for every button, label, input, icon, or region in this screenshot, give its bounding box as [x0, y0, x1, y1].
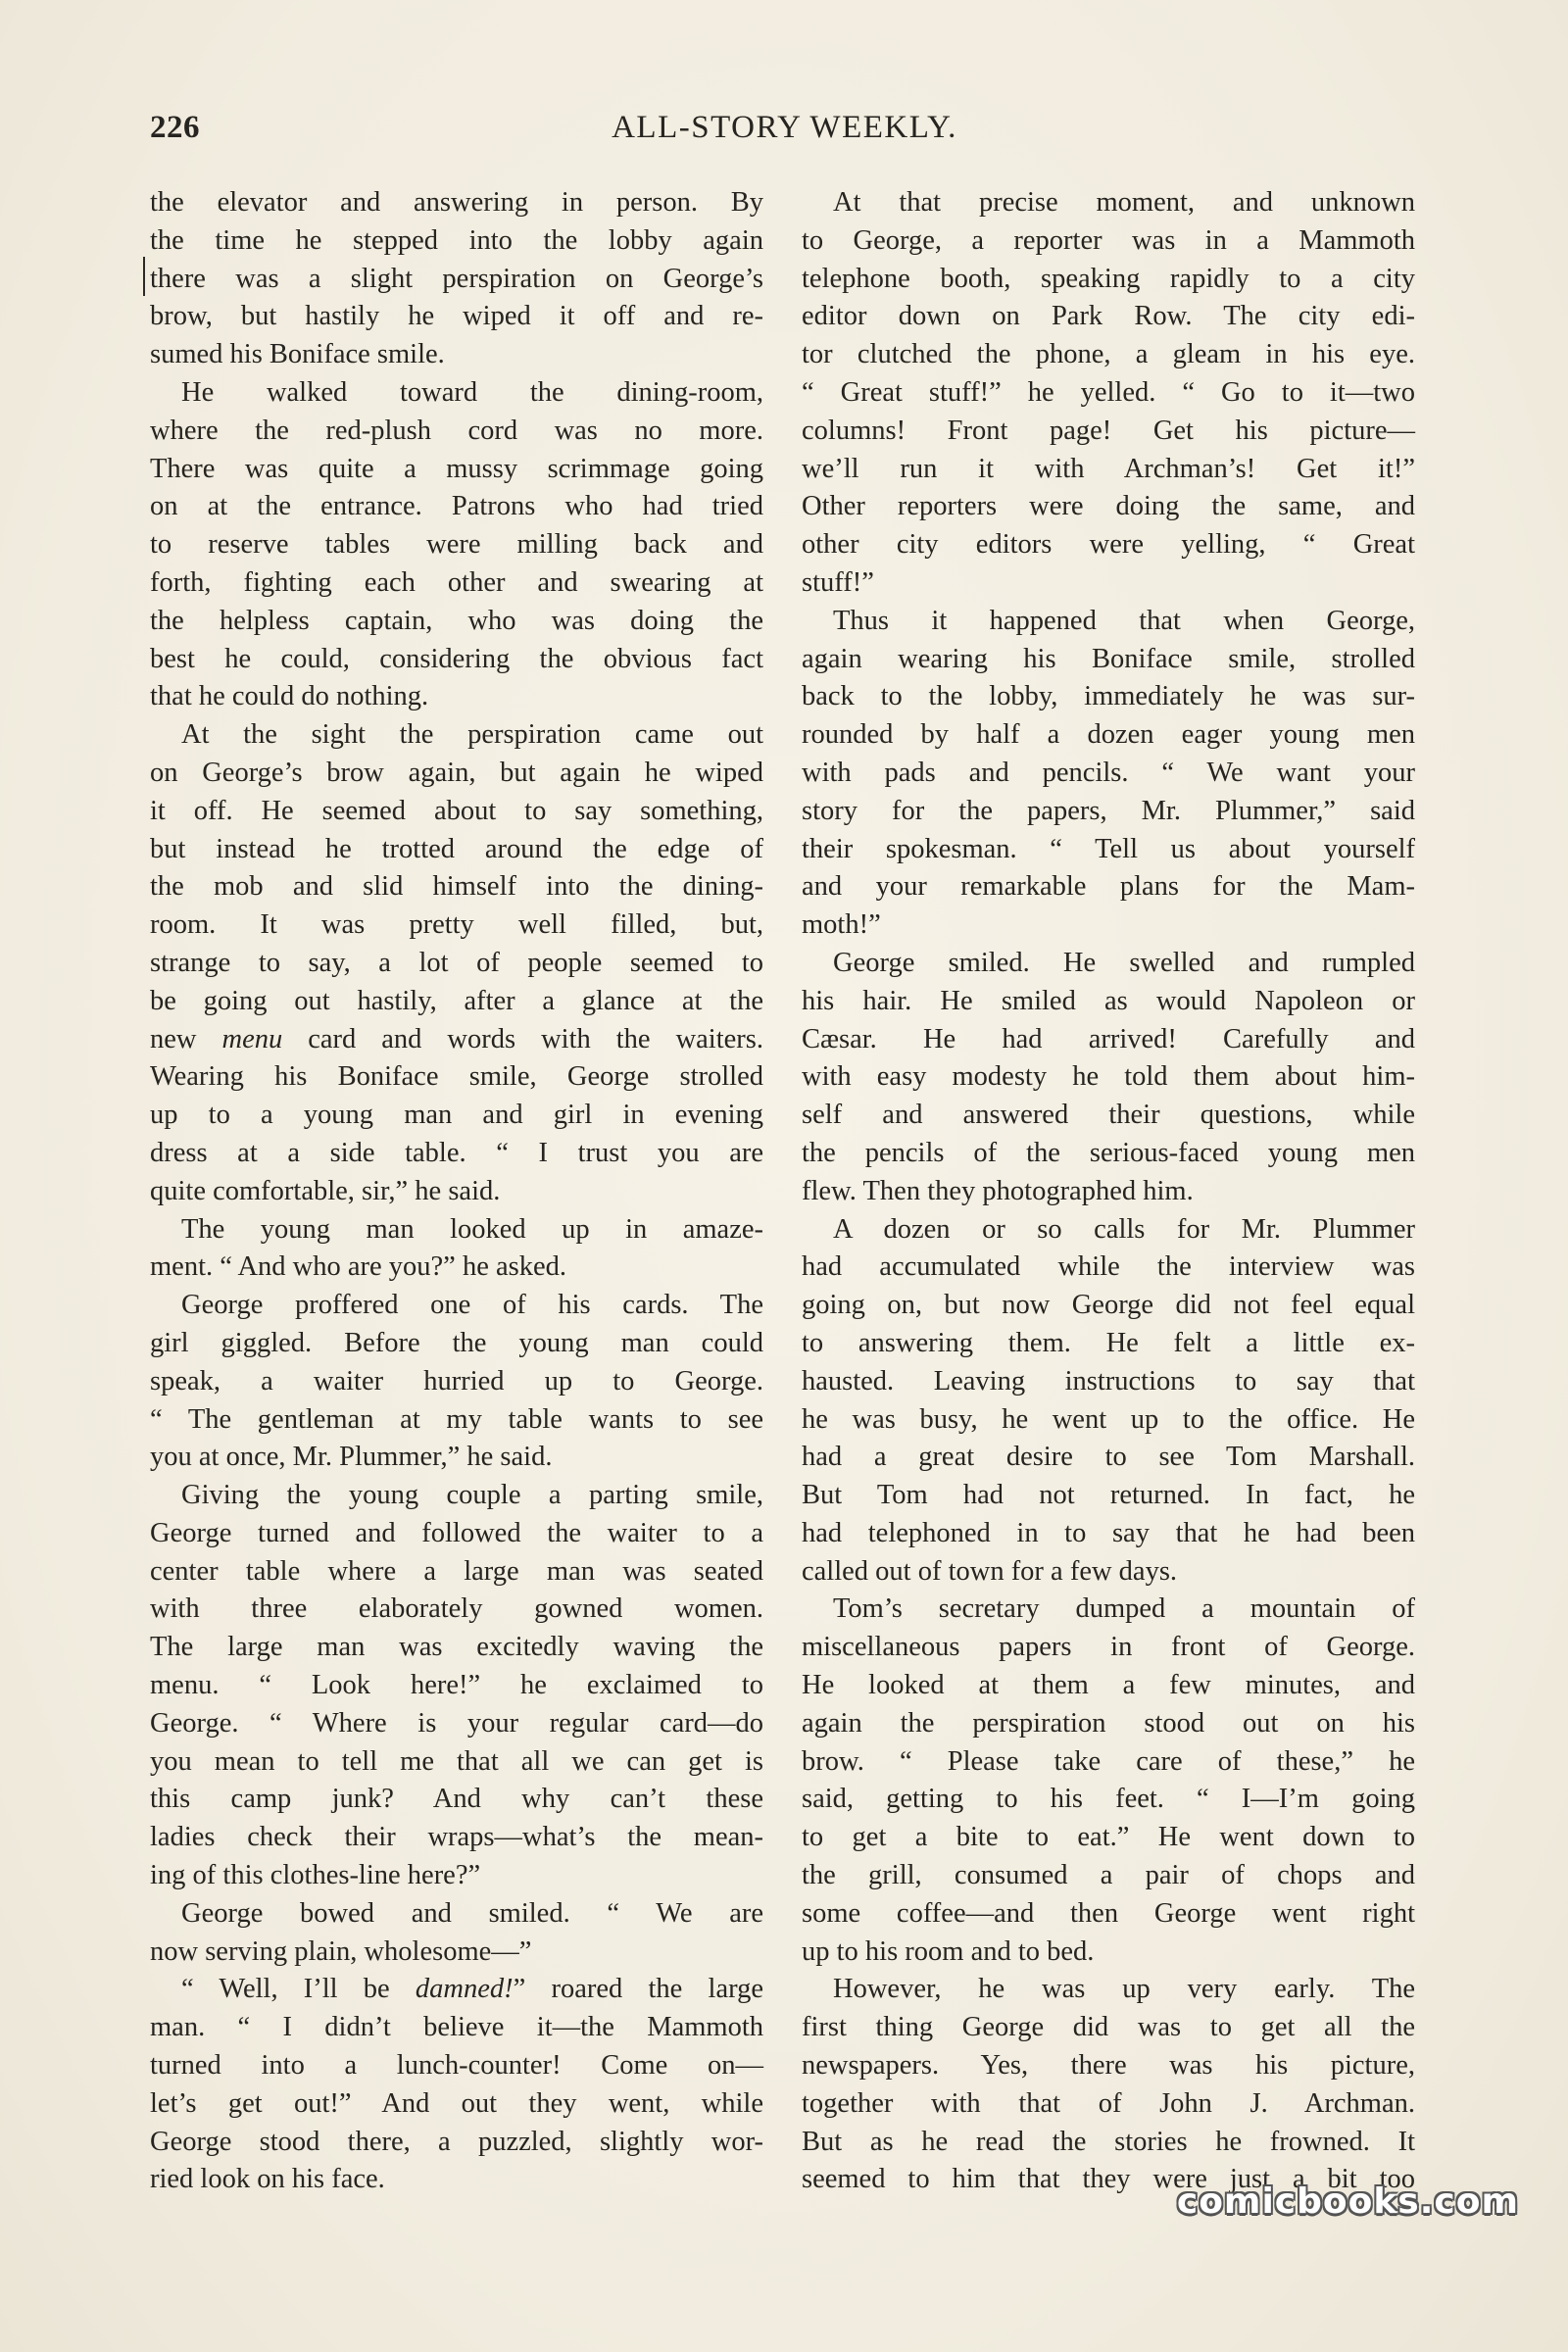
text-line: on at the entrance. Patrons who had tried [150, 491, 763, 522]
text-line: man. “ I didn’t believe it—the Mammoth [150, 2012, 763, 2043]
text-line: columns! Front page! Get his picture— [802, 415, 1415, 446]
text-line: story for the papers, Mr. Plummer,” said [802, 795, 1415, 826]
text-line: room. It was pretty well filled, but, [150, 909, 763, 941]
text-line: the time he stepped into the lobby again [150, 224, 763, 256]
text-line: again wearing his Boniface smile, strolled [802, 643, 1415, 674]
text-line: their spokesman. “ Tell us about yourself [802, 833, 1415, 864]
text-line: self and answered their questions, while [802, 1100, 1415, 1131]
text-line: The large man was excitedly waving the [150, 1632, 763, 1663]
text-line: rounded by half a dozen eager young men [802, 719, 1415, 751]
text-line: George smiled. He swelled and rumpled [833, 947, 1415, 978]
text-line: Giving the young couple a parting smile, [181, 1480, 763, 1511]
margin-mark [143, 257, 145, 296]
text-line: this camp junk? And why can’t these [150, 1784, 763, 1815]
text-line: brow. “ Please take care of these,” he [802, 1745, 1415, 1777]
text-line: with three elaborately gowned women. [150, 1593, 763, 1625]
text-line: the pencils of the serious-faced young men [802, 1137, 1415, 1168]
text-line: now serving plain, wholesome—” [150, 1936, 532, 1967]
text-line: He looked at them a few minutes, and [802, 1670, 1415, 1701]
text-line: to reserve tables were milling back and [150, 529, 763, 561]
text-line: However, he was up very early. The [833, 1974, 1415, 2005]
page-number: 226 [150, 110, 200, 145]
text-line: Other reporters were doing the same, and [802, 491, 1415, 522]
text-line: seemed to him that they were just a bit too [802, 2164, 1415, 2195]
text-line: other city editors were yelling, “ Great [802, 529, 1415, 561]
text-line: there was a slight perspiration on George’s [150, 263, 763, 294]
text-line: George. “ Where is your regular card—do [150, 1707, 763, 1739]
text-line: had telephoned in to say that he had been [802, 1517, 1415, 1548]
text-line: the helpless captain, who was doing the [150, 605, 763, 636]
text-line: ment. “ And who are you?” he asked. [150, 1251, 566, 1283]
text-line: had a great desire to see Tom Marshall. [802, 1442, 1415, 1473]
watermark-logo: comicbooks.com [1176, 2181, 1519, 2222]
text-line: but instead he trotted around the edge of [150, 833, 763, 864]
text-line: where the red-plush cord was no more. [150, 415, 763, 446]
text-line: stuff!” [802, 566, 874, 598]
text-line: He walked toward the dining-room, [181, 376, 763, 408]
text-line: brow, but hastily he wiped it off and re- [150, 301, 763, 332]
text-line: ladies check their wraps—what’s the mean- [150, 1822, 763, 1853]
text-line: let’s get out!” And out they went, while [150, 2087, 763, 2119]
text-line: on George’s brow again, but again he wiped [150, 757, 763, 788]
text-line: back to the lobby, immediately he was sur- [802, 681, 1415, 712]
running-title: ALL-STORY WEEKLY. [612, 110, 957, 145]
text-line: you at once, Mr. Plummer,” he said. [150, 1442, 553, 1473]
text-line: George bowed and smiled. “ We are [181, 1897, 763, 1929]
text-line: best he could, considering the obvious fact [150, 643, 763, 674]
text-line: sumed his Boniface smile. [150, 339, 445, 370]
text-line: it off. He seemed about to say something, [150, 795, 763, 826]
text-line: be going out hastily, after a glance at the [150, 985, 763, 1016]
text-line: with pads and pencils. “ We want your [802, 757, 1415, 788]
text-line: the elevator and answering in person. By [150, 187, 763, 218]
text-line: had accumulated while the interview was [802, 1251, 1415, 1283]
text-line: A dozen or so calls for Mr. Plummer [833, 1213, 1415, 1245]
text-line: you mean to tell me that all we can get is [150, 1745, 763, 1777]
text-line: There was quite a mussy scrimmage going [150, 453, 763, 484]
text-line: At the sight the perspiration came out [181, 719, 763, 751]
text-line: with easy modesty he told them about him- [802, 1061, 1415, 1093]
text-line: George proffered one of his cards. The [181, 1290, 763, 1321]
text-line: telephone booth, speaking rapidly to a city [802, 263, 1415, 294]
text-line: we’ll run it with Archman’s! Get it!” [802, 453, 1415, 484]
text-line: first thing George did was to get all the [802, 2012, 1415, 2043]
text-line: up to his room and to bed. [802, 1936, 1095, 1967]
text-line: George stood there, a puzzled, slightly wor- [150, 2126, 763, 2157]
right-column [802, 184, 1415, 2199]
page-header [150, 110, 1419, 159]
text-line: Cæsar. He had arrived! Carefully and [802, 1023, 1415, 1054]
text-line: newspapers. Yes, there was his picture, [802, 2050, 1415, 2082]
text-line: moth!” [802, 909, 881, 941]
text-line: “ The gentleman at my table wants to see [150, 1403, 763, 1435]
text-line: up to a young man and girl in evening [150, 1100, 763, 1131]
text-line: forth, fighting each other and swearing at [150, 566, 763, 598]
text-line: he was busy, he went up to the office. He [802, 1403, 1415, 1435]
text-line: “ Great stuff!” he yelled. “ Go to it—two [802, 376, 1415, 408]
text-line: George turned and followed the waiter to a [150, 1517, 763, 1548]
text-line: editor down on Park Row. The city edi- [802, 301, 1415, 332]
text-line: “ Well, I’ll be damned!” roared the large [181, 1974, 763, 2005]
text-line: tor clutched the phone, a gleam in his eye. [802, 339, 1415, 370]
text-line: strange to say, a lot of people seemed to [150, 947, 763, 978]
text-line: miscellaneous papers in front of George. [802, 1632, 1415, 1663]
text-line: center table where a large man was seated [150, 1555, 763, 1587]
text-line: quite comfortable, sir,” he said. [150, 1175, 501, 1206]
text-line: new menu card and words with the waiters. [150, 1023, 763, 1054]
text-line: girl giggled. Before the young man could [150, 1327, 763, 1358]
text-line: the grill, consumed a pair of chops and [802, 1860, 1415, 1891]
text-line: Tom’s secretary dumped a mountain of [833, 1593, 1415, 1625]
text-line: the mob and slid himself into the dining- [150, 871, 763, 903]
text-line: and your remarkable plans for the Mam- [802, 871, 1415, 903]
text-line: again the perspiration stood out on his [802, 1707, 1415, 1739]
text-line: The young man looked up in amaze- [181, 1213, 763, 1245]
text-line: going on, but now George did not feel equal [802, 1290, 1415, 1321]
text-line: hausted. Leaving instructions to say that [802, 1365, 1415, 1396]
text-line: But as he read the stories he frowned. It [802, 2126, 1415, 2157]
text-line: together with that of John J. Archman. [802, 2087, 1415, 2119]
text-line: to answering them. He felt a little ex- [802, 1327, 1415, 1358]
text-line: Thus it happened that when George, [833, 605, 1415, 636]
text-line: called out of town for a few days. [802, 1555, 1178, 1587]
text-line: his hair. He smiled as would Napoleon or [802, 985, 1415, 1016]
text-line: ried look on his face. [150, 2164, 385, 2195]
text-line: But Tom had not returned. In fact, he [802, 1480, 1415, 1511]
text-line: speak, a waiter hurried up to George. [150, 1365, 763, 1396]
text-line: menu. “ Look here!” he exclaimed to [150, 1670, 763, 1701]
text-line: to get a bite to eat.” He went down to [802, 1822, 1415, 1853]
text-line: Wearing his Boniface smile, George strolled [150, 1061, 763, 1093]
text-line: said, getting to his feet. “ I—I’m going [802, 1784, 1415, 1815]
text-line: flew. Then they photographed him. [802, 1175, 1194, 1206]
text-line: to George, a reporter was in a Mammoth [802, 224, 1415, 256]
text-line: turned into a lunch-counter! Come on— [150, 2050, 763, 2082]
left-column [150, 184, 763, 2199]
text-line: dress at a side table. “ I trust you are [150, 1137, 763, 1168]
text-line: At that precise moment, and unknown [833, 187, 1415, 218]
text-line: some coffee—and then George went right [802, 1897, 1415, 1929]
text-line: ing of this clothes-line here?” [150, 1860, 481, 1891]
text-line: that he could do nothing. [150, 681, 429, 712]
